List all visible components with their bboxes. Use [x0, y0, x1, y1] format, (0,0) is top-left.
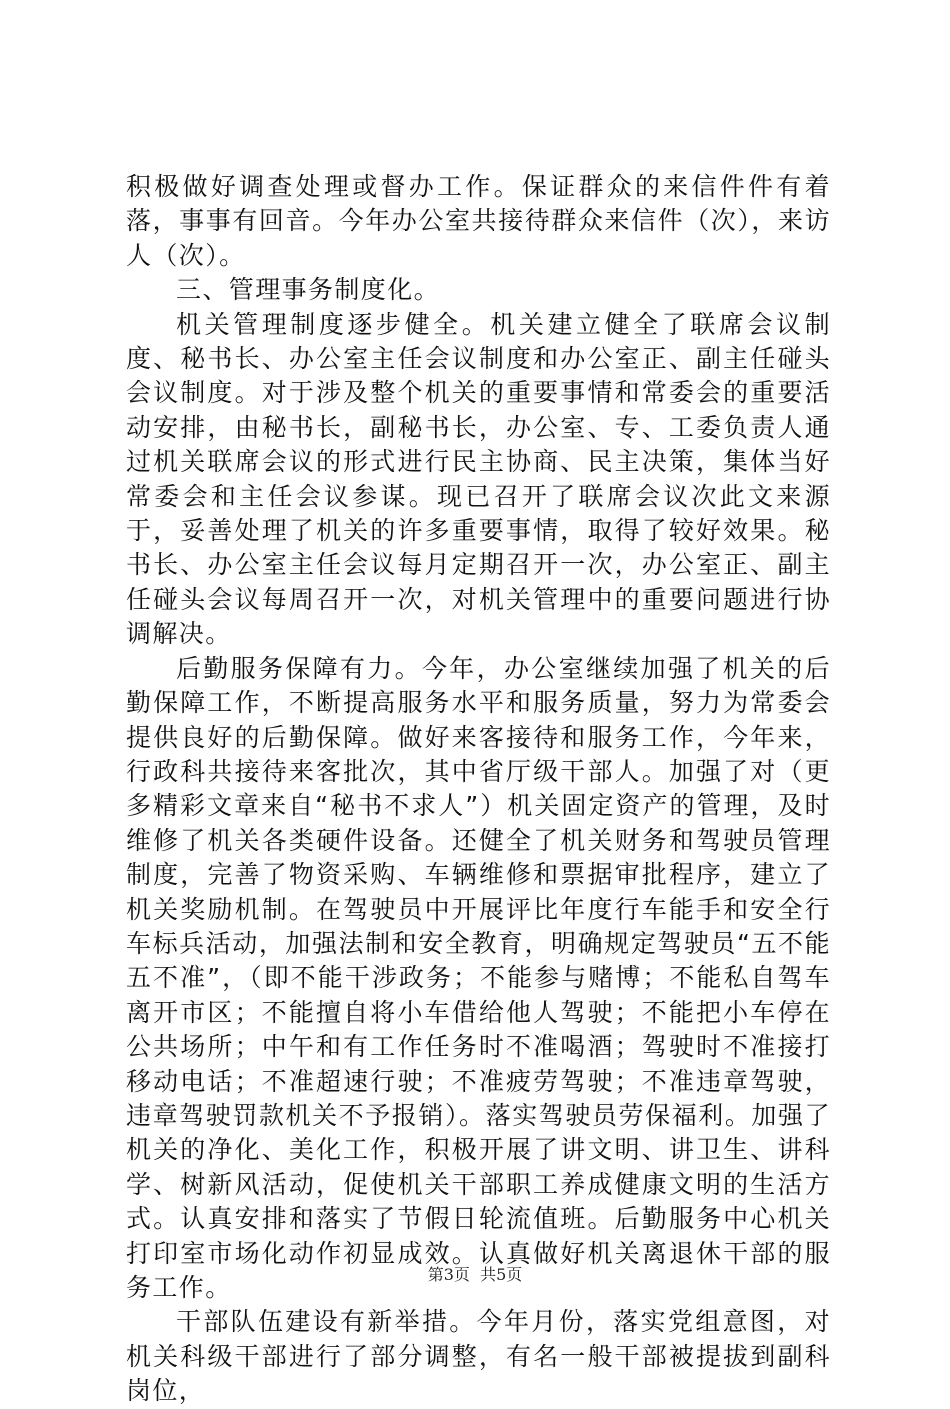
section-heading: 三、管理事务制度化。	[176, 275, 441, 305]
paragraph-continuation: 积极做好调查处理或督办工作。保证群众的来信件件有着落，事事有回音。今年办公室共接待群众来信件（次），来访人（次）。	[126, 172, 831, 270]
paragraph-logistics: 后勤服务保障有力。今年，办公室继续加强了机关的后勤保障工作，不断提高服务水平和服务质量，努力为常委会提供良好的后勤保障。做好来客接待和服务工作，今年来，行政科共接待来客批次，其中省厅级干部人。加强了对（更多精彩文章来自“秘书不求人”）机关固定资产的管理，及时维修了机关各类硬件设备。还健全了机关财务和驾驶员管理制度，完善了物资采购、车辆维修和票据审批程序，建立了机关奖励机制。在驾驶员中开展评比年度行车能手和安全行车标兵活动，加强法制和安全教育，明确规定驾驶员“五不能五不准”，（即不能干涉政务；不能参与赌博；不能私自驾车离开市区；不能擅自将小车借给他人驾驶；不能把小车停在公共场所；中午和有工作任务时不准喝酒；驾驶时不准接打移动电话；不准超速行驶；不准疲劳驾驶；不准违章驾驶，违章驾驶罚款机关不予报销）。落实驾驶员劳保福利。加强了机关的净化、美化工作，积极开展了讲文明、讲卫生、讲科学、树新风活动，促使机关干部职工养成健康文明的生活方式。认真安排和落实了节假日轮流值班。后勤服务中心机关打印室市场化动作初显成效。认真做好机关离退休干部的服务工作。	[126, 653, 831, 1302]
page-footer	[0, 1262, 950, 1285]
page-number: 第3页 共5页	[427, 1265, 523, 1284]
document-body	[126, 170, 831, 1409]
paragraph-management-system: 机关管理制度逐步健全。机关建立健全了联席会议制度、秘书长、办公室主任会议制度和办公室正、副主任碰头会议制度。对于涉及整个机关的重要事情和常委会的重要活动安排，由秘书长，副秘书长，办公室、专、工委负责人通过机关联席会议的形式进行民主协商、民主决策，集体当好常委会和主任会议参谋。现已召开了联席会议次此文来源于，妥善处理了机关的许多重要事情，取得了较好效果。秘书长、办公室主任会议每月定期召开一次，办公室正、副主任碰头会议每周召开一次，对机关管理中的重要问题进行协调解决。	[126, 309, 831, 649]
paragraph-cadre-team: 干部队伍建设有新举措。今年月份，落实党组意图，对机关科级干部进行了部分调整，有名一般干部被提拔到副科岗位，	[126, 1307, 831, 1406]
